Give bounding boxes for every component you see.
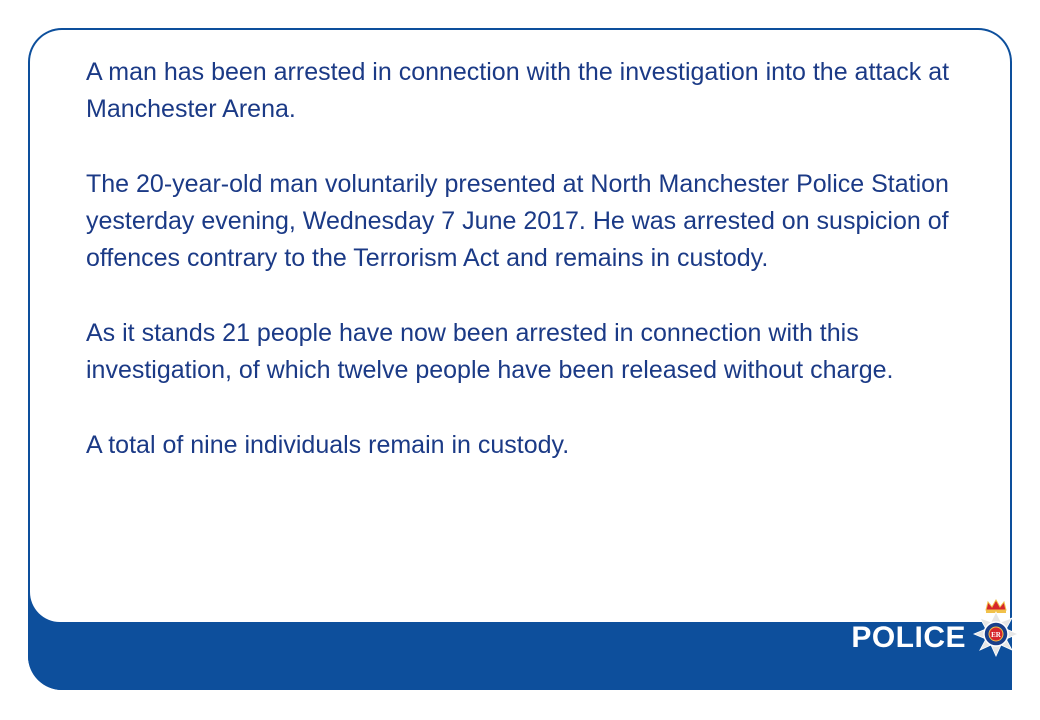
content-panel — [30, 30, 1010, 622]
badge-er-text: ER — [991, 631, 1001, 639]
paragraph-custody: A total of nine individuals remain in custody. — [86, 431, 570, 459]
logo-subtitle: GREATER MANCHESTER — [853, 611, 966, 621]
slide-frame — [28, 28, 1012, 690]
paragraph-details: The 20-year-old man voluntarily presented at North Manchester Police Station yesterday evening, Wednesday 7 June 2017. He was arrested on suspicion of offences contrary to the Terrorism Act and remains in custody. — [86, 170, 949, 272]
logo-title: POLICE — [851, 621, 966, 654]
paragraph-totals: As it stands 21 people have now been arrested in connection with this investigation, of which twelve people have been released without charge. — [86, 319, 894, 384]
paragraph-arrest: A man has been arrested in connection with the investigation into the attack at Manchester Arena. — [86, 58, 950, 123]
gmp-logo — [836, 598, 1026, 658]
police-badge-icon — [968, 598, 1024, 658]
statement-body — [86, 54, 986, 502]
